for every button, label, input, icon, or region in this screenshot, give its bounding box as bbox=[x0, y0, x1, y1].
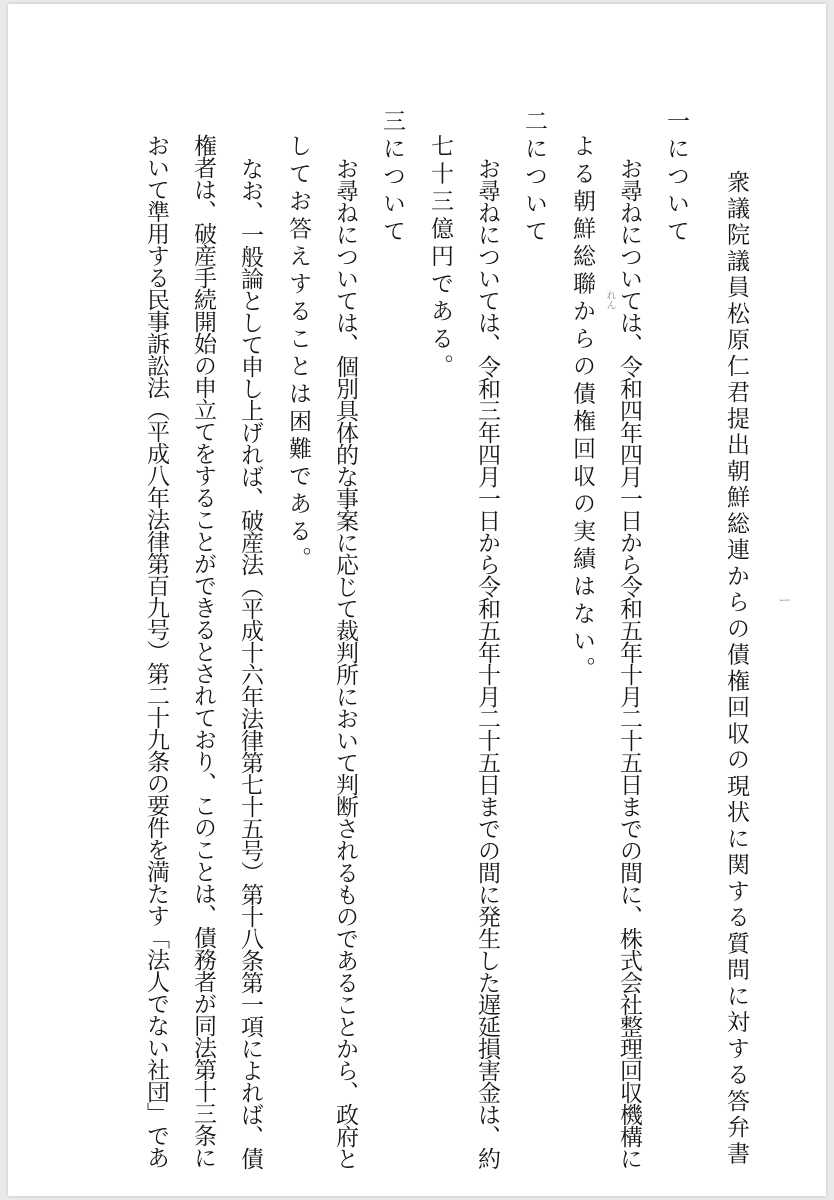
answer-2-line-2: 七十三億円である。 bbox=[427, 134, 453, 382]
document-title: 衆議院議員松原仁君提出朝鮮総連からの債権回収の現状に関する質問に対する答弁書 bbox=[723, 170, 749, 1168]
answer-1-line-1: お尋ねについては、令和四年四月一日から令和五年十月二十五日までの間に、株式会社整理回収機構に bbox=[616, 157, 642, 1169]
ruby-annotation: れん bbox=[604, 290, 615, 310]
answer-3-line-5: おいて準用する民事訴訟法（平成八年法律第百九号）第二十九条の要件を満たす「法人でない社団」であ bbox=[143, 134, 169, 1168]
heading-1: 一について bbox=[663, 109, 689, 247]
answer-2-line-1: お尋ねについては、令和三年四月一日から令和五年十月二十五日までの間に発生した遅延損害金は、約 bbox=[474, 157, 500, 1169]
answer-3-line-2: してお答えすることは困難である。 bbox=[285, 134, 311, 574]
margin-mark: ー bbox=[778, 593, 792, 609]
heading-2: 二について bbox=[521, 109, 547, 247]
answer-3-line-3: なお、一般論として申し上げれば、破産法（平成十六年法律第七十五号）第十八条第一項によれば、債 bbox=[237, 157, 263, 1169]
answer-3-line-1: お尋ねについては、個別具体的な事案に応じて裁判所において判断されるものであることから、政府と bbox=[332, 157, 358, 1169]
answer-1-line-2: よる朝鮮総聯からの債権回収の実績はない。 bbox=[569, 134, 595, 684]
answer-3-line-4: 権者は、破産手続開始の申立てをすることができるとされており、このことは、債務者が同法第十三条に bbox=[190, 134, 216, 1168]
heading-3: 三について bbox=[379, 109, 405, 247]
document-page bbox=[8, 4, 826, 1196]
